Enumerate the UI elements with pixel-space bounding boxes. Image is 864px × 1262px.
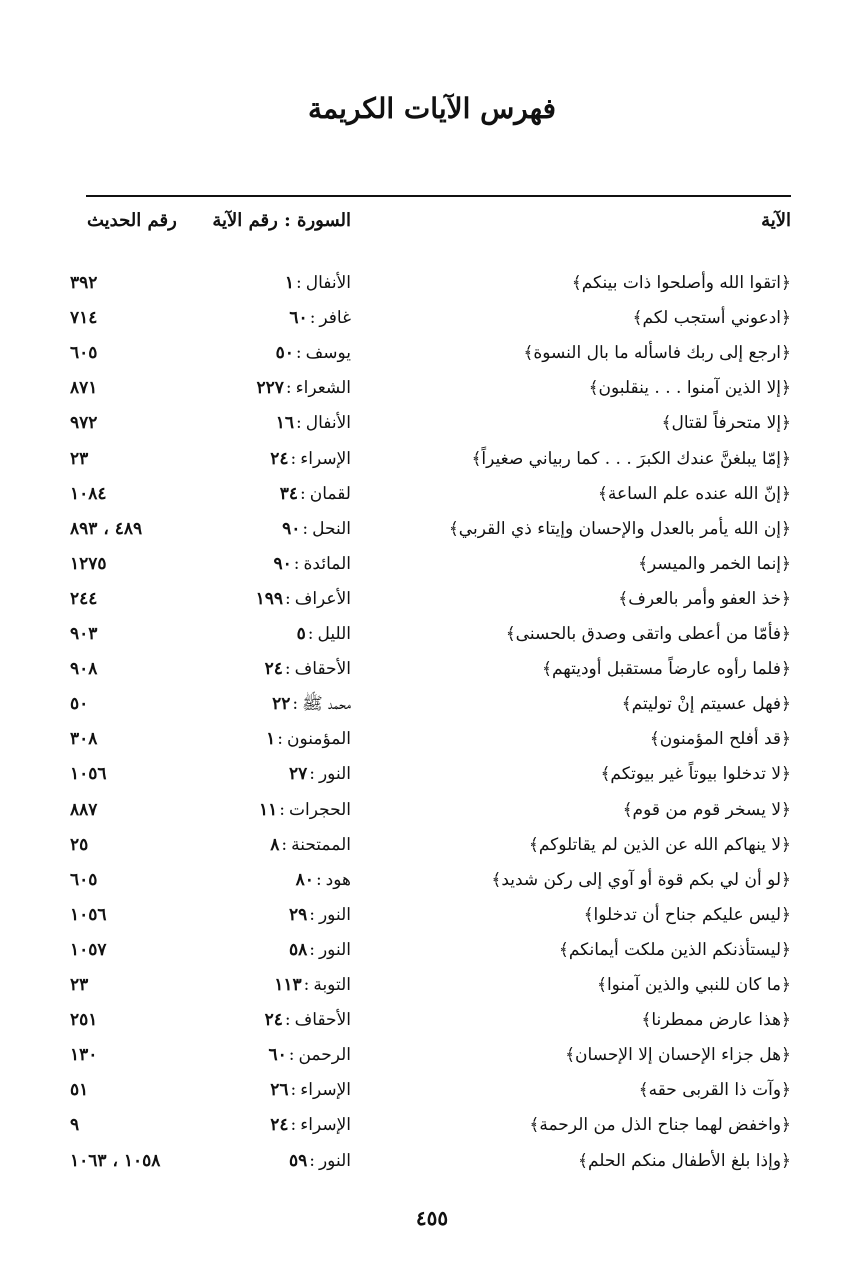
table-row (70, 724, 791, 754)
sura-reference (276, 338, 351, 368)
table-row (70, 795, 791, 825)
hadith-number: ١٠٥٦ (70, 764, 107, 784)
colon-separator: : (307, 624, 314, 644)
page-title: فهرس الآيات الكريمة (307, 92, 557, 125)
sura-name: الأنفال (305, 413, 351, 433)
sura-name: الإسراء (300, 1080, 351, 1100)
ayah-number: ٨ (270, 835, 280, 855)
ayah-text: ﴿إنما الخمر والميسر﴾ (638, 554, 791, 574)
hadith-number: ٩٠٣ (70, 624, 98, 644)
sura-reference (274, 970, 351, 1000)
sura-name: الممتحنة (291, 835, 351, 855)
sura-reference (297, 619, 351, 649)
table-row (70, 338, 791, 368)
ayah-text: ﴿واخفض لهما جناح الذل من الرحمة﴾ (529, 1115, 791, 1135)
ayah-text: ﴿إمّا يبلغنَّ عندك الكبرَ . . . كما ربياني صغيراً﴾ (471, 449, 791, 469)
ayah-text: ﴿فلما رأوه عارضاً مستقبل أوديتهم﴾ (541, 659, 791, 679)
sura-reference (285, 268, 351, 298)
hadith-number: ٩٠٨ (70, 659, 98, 679)
ayah-text: ﴿خذ العفو وأمر بالعرف﴾ (618, 589, 791, 609)
colon-separator: : (315, 870, 322, 890)
colon-separator: : (309, 1151, 315, 1171)
hadith-number: ٩ (70, 1115, 80, 1135)
table-row (70, 268, 791, 298)
table-row (70, 1075, 791, 1105)
sura-name: الأنفال (305, 273, 351, 293)
ayah-text: ﴿لا يسخر قوم من قوم﴾ (622, 800, 791, 820)
colon-separator: : (279, 800, 286, 820)
sura-reference (265, 1005, 351, 1035)
sura-reference (270, 444, 351, 474)
ayah-text: ﴿ليس عليكم جناح أن تدخلوا﴾ (583, 905, 791, 925)
ayah-number: ٢٧ (288, 764, 308, 784)
colon-separator: : (309, 764, 315, 784)
sura-name: المائدة (303, 554, 351, 574)
ayah-text: ﴿إلا الذين آمنوا . . . ينقلبون﴾ (588, 378, 791, 398)
ayah-text: ﴿اتقوا الله وأصلحوا ذات بينكم﴾ (571, 273, 791, 293)
hadith-number: ٥٠ (70, 694, 89, 714)
ayah-number: ٢٩ (288, 905, 308, 925)
sura-name: غافر (319, 308, 351, 328)
ayah-text: ﴿لا ينهاكم الله عن الذين لم يقاتلوكم﴾ (528, 835, 791, 855)
sura-reference (289, 303, 351, 333)
colon-separator: : (299, 484, 306, 504)
ayah-text: ﴿إلا متحرفاً لقتال﴾ (661, 413, 791, 433)
hadith-number: ٥١ (70, 1080, 89, 1100)
sura-reference (256, 584, 351, 614)
ayah-number: ٩٠ (282, 519, 301, 539)
ayah-number: ١١٣ (274, 975, 302, 995)
colon-separator: : (281, 835, 288, 855)
sura-name: الليل (317, 624, 351, 644)
table-row (70, 689, 791, 719)
table-row (70, 900, 791, 930)
ayah-number: ٢٤ (264, 659, 283, 679)
ayah-number: ٦٠ (289, 308, 308, 328)
column-header-ayah: الآية (761, 210, 791, 231)
table-row (70, 759, 791, 789)
hadith-number: ٢٥١ (70, 1010, 98, 1030)
hadith-number: ١٢٧٥ (70, 554, 107, 574)
sura-name: الأحقاف (294, 1010, 351, 1030)
sura-name: النحل (312, 519, 351, 539)
sura-name: هود (325, 870, 351, 890)
hadith-number: ٢٥ (70, 835, 89, 855)
table-row (70, 619, 791, 649)
hadith-number: ١٠٥٨ ، ١٠٦٣ (70, 1151, 161, 1171)
ayah-text: ﴿إنّ الله عنده علم الساعة﴾ (597, 484, 791, 504)
table-row (70, 408, 791, 438)
ayah-number: ٢٦ (270, 1080, 289, 1100)
table-row (70, 584, 791, 614)
ayah-number: ٣٤ (279, 484, 298, 504)
sura-reference (272, 689, 351, 719)
colon-separator: : (288, 1045, 295, 1065)
colon-separator: : (293, 554, 300, 574)
table-row (70, 970, 791, 1000)
sura-name: يوسف (305, 343, 351, 363)
ayah-number: ٥٠ (275, 343, 294, 363)
ayah-text: ﴿وإذا بلغ الأطفال منكم الحلم﴾ (577, 1151, 791, 1171)
sura-reference (265, 654, 351, 684)
ayah-text: ﴿هل جزاء الإحسان إلا الإحسان﴾ (565, 1045, 791, 1065)
colon-separator: : (295, 343, 302, 363)
table-row (70, 549, 791, 579)
sura-reference (270, 1075, 351, 1105)
ayah-text: ﴿لا تدخلوا بيوتاً غير بيوتكم﴾ (600, 764, 791, 784)
ayah-number: ١١ (259, 800, 278, 820)
sura-name: النور (318, 905, 351, 925)
hadith-number: ١٠٨٤ (70, 484, 107, 504)
sura-name: التوبة (313, 975, 351, 995)
sura-name: لقمان (309, 484, 351, 504)
sura-reference (274, 549, 351, 579)
ayah-number: ٩٠ (273, 554, 292, 574)
sura-reference (289, 1146, 351, 1176)
sura-name: الرحمن (298, 1045, 351, 1065)
table-row (70, 514, 791, 544)
colon-separator: : (295, 413, 302, 433)
table-header (70, 206, 791, 236)
sura-name: النور (318, 940, 351, 960)
sura-name: الإسراء (300, 449, 351, 469)
colon-separator: : (309, 308, 316, 328)
sura-reference (270, 830, 351, 860)
header-rule (86, 195, 791, 197)
ayah-number: ٢٢٧ (256, 378, 284, 398)
colon-separator: : (295, 273, 302, 293)
ayah-number: ٥ (296, 624, 306, 644)
sura-reference (256, 373, 351, 403)
sura-reference (259, 795, 351, 825)
ayah-number: ٦٠ (268, 1045, 287, 1065)
colon-separator: : (303, 975, 310, 995)
hadith-number: ٢٤٤ (70, 589, 98, 609)
ayah-number: ٢٤ (270, 1115, 289, 1135)
ayah-text: ﴿قد أفلح المؤمنون﴾ (649, 729, 791, 749)
hadith-number: ٧١٤ (70, 308, 98, 328)
ayah-number: ٢٤ (270, 449, 289, 469)
sura-reference (270, 1110, 351, 1140)
table-row (70, 1146, 791, 1176)
colon-separator: : (284, 589, 291, 609)
sura-reference (296, 865, 351, 895)
hadith-number: ٨٨٧ (70, 800, 98, 820)
sura-reference (268, 1040, 351, 1070)
hadith-number: ٤٨٩ ، ٨٩٣ (70, 519, 143, 539)
sura-name: الحجرات (289, 800, 351, 820)
sura-name: المؤمنون (286, 729, 351, 749)
sura-reference (289, 935, 351, 965)
sura-name: محمد ﷺ (302, 694, 351, 714)
column-header-sura: السورة : رقم الآية (212, 210, 351, 231)
sura-name: النور (318, 764, 351, 784)
ayah-text: ﴿ما كان للنبي والذين آمنوا﴾ (597, 975, 791, 995)
table-row (70, 654, 791, 684)
ayah-number: ١٩٩ (255, 589, 283, 609)
colon-separator: : (290, 1080, 297, 1100)
ayah-text: ﴿ارجع إلى ربك فاسأله ما بال النسوة﴾ (523, 343, 791, 363)
colon-separator: : (309, 940, 315, 960)
ayah-number: ٥٩ (288, 1151, 308, 1171)
hadith-number: ١٠٥٦ (70, 905, 107, 925)
table-row (70, 444, 791, 474)
ayah-text: ﴿ادعوني أستجب لكم﴾ (632, 308, 791, 328)
sura-reference (289, 759, 351, 789)
table-row (70, 303, 791, 333)
table-row (70, 1110, 791, 1140)
colon-separator: : (285, 378, 292, 398)
hadith-number: ٣٠٨ (70, 729, 98, 749)
hadith-number: ١٠٥٧ (70, 940, 107, 960)
sura-reference (276, 408, 351, 438)
colon-separator: : (302, 519, 309, 539)
colon-separator: : (284, 1010, 291, 1030)
hadith-number: ٦٠٥ (70, 343, 98, 363)
colon-separator: : (292, 694, 299, 714)
ayah-number: ١ (284, 273, 294, 293)
sura-reference (289, 900, 351, 930)
ayah-text: ﴿ليستأذنكم الذين ملكت أيمانكم﴾ (558, 940, 791, 960)
ayah-text: ﴿وآت ذا القربى حقه﴾ (638, 1080, 791, 1100)
hadith-number: ١٣٠ (70, 1045, 98, 1065)
sura-name: النور (318, 1151, 351, 1171)
ayah-number: ٨٠ (295, 870, 314, 890)
colon-separator: : (284, 659, 291, 679)
table-row (70, 830, 791, 860)
hadith-number: ٢٣ (70, 975, 89, 995)
sura-name: الأحقاف (294, 659, 351, 679)
ayah-number: ١٦ (275, 413, 294, 433)
colon-separator: : (290, 1115, 297, 1135)
ayah-number: ١ (266, 729, 276, 749)
hadith-number: ٩٧٢ (70, 413, 98, 433)
ayah-text: ﴿فهل عسيتم إنْ توليتم﴾ (621, 694, 791, 714)
ayah-text: ﴿إن الله يأمر بالعدل والإحسان وإيتاء ذي القربي﴾ (448, 519, 791, 539)
table-row (70, 935, 791, 965)
ayah-number: ٢٤ (264, 1010, 283, 1030)
hadith-number: ٨٧١ (70, 378, 98, 398)
sura-reference (266, 724, 351, 754)
column-header-hadith: رقم الحديث (87, 210, 177, 231)
page-number: ٤٥٥ (415, 1206, 449, 1230)
ayah-text: ﴿هذا عارض ممطرنا﴾ (641, 1010, 791, 1030)
ayah-text: ﴿فأمّا من أعطى واتقى وصدق بالحسنى﴾ (505, 624, 791, 644)
table-row (70, 1005, 791, 1035)
sura-name: الأعراف (294, 589, 351, 609)
sura-name: الإسراء (300, 1115, 351, 1135)
sura-name: الشعراء (295, 378, 351, 398)
colon-separator: : (277, 729, 283, 749)
table-row (70, 1040, 791, 1070)
sura-reference (282, 514, 351, 544)
sura-reference (280, 479, 351, 509)
ayah-number: ٢٢ (272, 694, 291, 714)
ayah-number: ٥٨ (288, 940, 308, 960)
ayah-text: ﴿لو أن لي بكم قوة أو آوي إلى ركن شديد﴾ (491, 870, 791, 890)
table-row (70, 479, 791, 509)
table-row (70, 865, 791, 895)
colon-separator: : (290, 449, 297, 469)
colon-separator: : (309, 905, 315, 925)
hadith-number: ٦٠٥ (70, 870, 98, 890)
hadith-number: ٢٣ (70, 449, 89, 469)
hadith-number: ٣٩٢ (70, 273, 98, 293)
table-row (70, 373, 791, 403)
